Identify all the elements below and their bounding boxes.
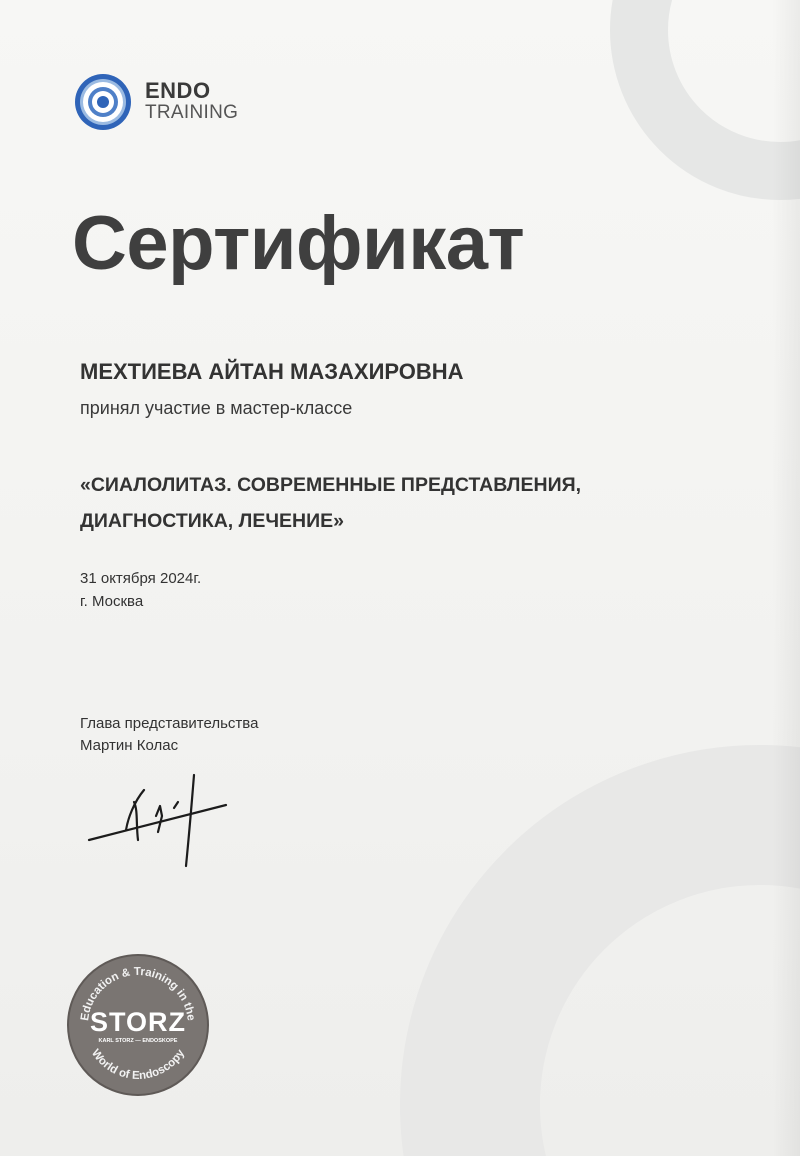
- handwritten-signature: [86, 770, 236, 870]
- logo-training-text: TRAINING: [145, 102, 239, 123]
- signatory-role: Глава представительства: [80, 715, 259, 732]
- course-title-line1: «СИАЛОЛИТАЗ. СОВРЕМЕННЫЕ ПРЕДСТАВЛЕНИЯ,: [80, 474, 582, 496]
- logo-endo-text: ENDO: [145, 78, 211, 103]
- storz-seal: [66, 953, 210, 1097]
- certificate-title: Сертификат: [72, 201, 525, 286]
- seal-bottom-arc-text: World of Endoscopy: [88, 1047, 188, 1083]
- endo-target-icon: [73, 72, 133, 132]
- event-date: 31 октября 2024г.: [80, 570, 202, 587]
- event-city: г. Москва: [80, 593, 144, 610]
- decorative-ring-bottom: [400, 745, 800, 1156]
- page-edge-shadow: [772, 0, 800, 1156]
- course-title: [80, 467, 680, 539]
- signatory-name: Мартин Колас: [80, 737, 179, 754]
- seal-brand-text: STORZ: [89, 1007, 187, 1037]
- course-title-line2: ДИАГНОСТИКА, ЛЕЧЕНИЕ»: [80, 510, 344, 532]
- seal-brand-sub-text: KARL STORZ — ENDOSKOPE: [98, 1038, 178, 1044]
- seal-top-arc-text: Education & Training in the: [79, 965, 197, 1022]
- participation-text: принял участие в мастер-классе: [80, 398, 353, 418]
- endo-training-logo: [73, 72, 238, 132]
- recipient-name: МЕХТИЕВА АЙТАН МАЗАХИРОВНА: [80, 359, 464, 384]
